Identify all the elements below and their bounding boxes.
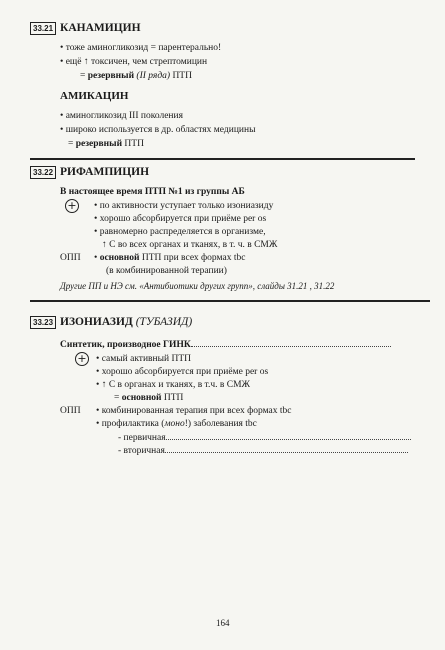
slide-number-badge: 33.22 (30, 166, 56, 179)
divider (30, 158, 415, 160)
text-line: • комбинированная терапия при всех формах tbc (96, 406, 292, 416)
opp-label: ОПП (60, 406, 81, 416)
section-heading-rifampicin (30, 166, 149, 179)
text-line: • ещё ↑ токсичен, чем стрептомицин (60, 57, 208, 67)
text-line: (в комбинированной терапии) (106, 266, 227, 276)
slide-number-badge: 33.23 (30, 316, 56, 329)
heading-alt-name: (ТУБАЗИД) (135, 316, 193, 329)
page-number: 164 (216, 618, 230, 628)
section-heading-isoniazid (30, 316, 192, 329)
lead-text: В настоящее время ПТП №1 из группы АБ (60, 187, 245, 197)
text-line: • тоже аминогликозид = парентерально! (60, 43, 222, 53)
heading-text: РИФАМПИЦИН (60, 166, 150, 179)
subheading-amikacin: АМИКАЦИН (60, 90, 129, 102)
text-line: • основной ПТП при всех формах tbc (94, 253, 246, 263)
heading-text: КАНАМИЦИН (60, 22, 141, 35)
text-line: = основной ПТП (114, 393, 184, 403)
text-line: - вторичная (118, 444, 408, 457)
text-line: ↑ С во всех органах и тканях, в т. ч. в СМЖ (102, 240, 278, 250)
slide-number-badge: 33.21 (30, 22, 56, 35)
text-line: = резервный (II ряда) ПТП (80, 71, 192, 81)
text-line: • ↑ С в органах и тканях, в т.ч. в СМЖ (96, 380, 251, 390)
section-heading-kanamycin (30, 22, 141, 35)
text-line: • аминогликозид III поколения (60, 111, 183, 121)
text-line: • хорошо абсорбируется при приёме per os (96, 367, 269, 377)
text-line: - первичная (118, 431, 411, 444)
opp-label: ОПП (60, 253, 81, 263)
lead-text: Синтетик, производное ГИНК (60, 338, 391, 351)
text-line: • по активности уступает только изониазиду (94, 201, 274, 211)
text-line: • широко используется в др. областях медицины (60, 125, 256, 135)
text-line: • хорошо абсорбируется при приёме per os (94, 214, 267, 224)
text-line: • самый активный ПТП (96, 354, 191, 364)
plus-circle-icon: + (75, 352, 89, 366)
heading-text: ИЗОНИАЗИД (60, 316, 133, 329)
text-line: = резервный ПТП (68, 139, 144, 149)
text-line: • профилактика (моно!) заболевания tbc (96, 419, 257, 429)
text-line: • равномерно распределяется в организме, (94, 227, 266, 237)
divider (30, 300, 430, 302)
reference-note: Другие ПП и НЭ см. «Антибиотики других групп», слайды 31.21 , 31.22 (60, 281, 335, 291)
plus-circle-icon: + (65, 199, 79, 213)
